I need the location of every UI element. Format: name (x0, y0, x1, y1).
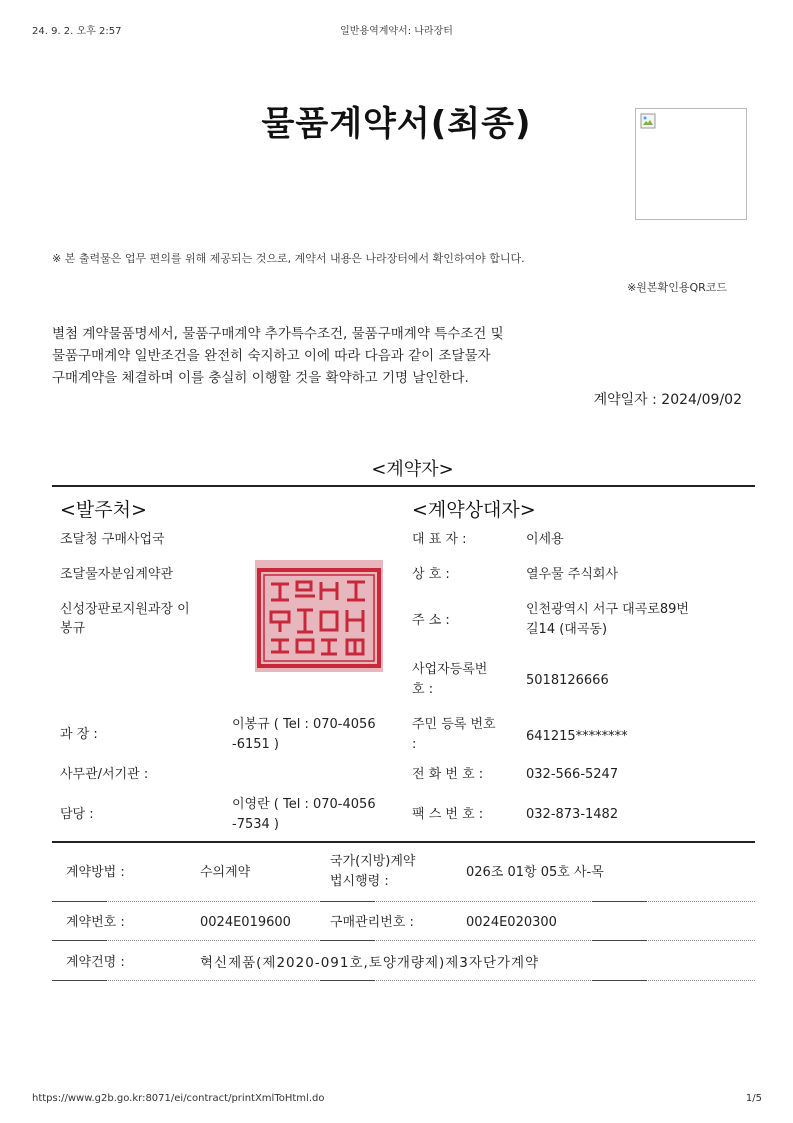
contractor-heading: <계약상대자> (412, 499, 536, 521)
purchase-value: 0024E020300 (466, 915, 557, 930)
orderer-name-line: 봉규 (60, 621, 86, 636)
official-seal-stamp (255, 560, 383, 672)
resident-value: 641215******** (526, 729, 628, 744)
law-label: 법시행령 : (330, 874, 389, 889)
row-divider-segment (52, 940, 107, 941)
row-divider-segment (592, 980, 647, 981)
bizno-value: 5018126666 (526, 673, 609, 688)
name-value: 혁신제품(제2020-091호,토양개량제)제3자단가계약 (200, 955, 540, 971)
company-value: 열우물 주식회사 (526, 567, 619, 582)
rep-label: 대 표 자 : (412, 532, 467, 547)
qr-label: ※원본확인용QR코드 (627, 281, 727, 294)
preamble-line: 별첨 계약물품명세서, 물품구매계약 추가특수조건, 물품구매계약 특수조건 및 (52, 326, 504, 342)
preamble-line: 구매계약을 체결하며 이를 충실히 이행할 것을 확약하고 기명 날인한다. (52, 370, 469, 386)
bizno-label: 호 : (412, 682, 434, 697)
row-divider-segment (52, 980, 107, 981)
number-value: 0024E019600 (200, 915, 291, 930)
name-label: 계약건명 : (66, 955, 125, 970)
print-datetime: 24. 9. 2. 오후 2:57 (32, 26, 122, 37)
secretary-label: 사무관/서기관 : (60, 767, 149, 782)
row-divider (52, 901, 755, 902)
purchase-label: 구매관리번호 : (330, 915, 414, 930)
row-divider-segment (52, 901, 107, 902)
contract-date: 계약일자 : 2024/09/02 (593, 392, 742, 408)
orderer-agency: 조달청 구매사업국 (60, 532, 165, 547)
print-page-number: 1/5 (745, 1093, 762, 1104)
orderer-heading: <발주처> (60, 499, 147, 521)
print-url: https://www.g2b.go.kr:8071/ei/contract/printXmlToHtml.do (32, 1093, 325, 1104)
fax-value: 032-873-1482 (526, 807, 619, 822)
address-label: 주 소 : (412, 613, 450, 628)
method-value: 수의계약 (200, 865, 251, 880)
seal-icon (255, 560, 383, 672)
preamble-line: 물품구매계약 일반조건을 완전히 숙지하고 이에 따라 다음과 같이 조달물자 (52, 348, 491, 364)
row-divider (52, 940, 755, 941)
bizno-label: 사업자등록번 (412, 662, 488, 677)
manager-value: -6151 ) (232, 737, 279, 752)
divider (52, 485, 755, 487)
staff-value: -7534 ) (232, 817, 279, 832)
manager-label: 과 장 : (60, 727, 98, 742)
contract-preamble (52, 323, 612, 389)
rep-value: 이세용 (526, 532, 564, 547)
address-value: 인천광역시 서구 대곡로89번 (526, 602, 689, 617)
row-divider-segment (320, 940, 375, 941)
company-label: 상 호 : (412, 567, 450, 582)
qr-code-image (635, 108, 747, 220)
phone-label: 전 화 번 호 : (412, 767, 484, 782)
broken-image-icon (640, 113, 656, 129)
row-divider-segment (320, 980, 375, 981)
print-page-title: 일반용역계약서: 나라장터 (340, 26, 453, 37)
resident-label: : (412, 737, 417, 752)
document-title: 물품계약서(최종) (261, 104, 532, 144)
staff-value: 이영란 ( Tel : 070-4056 (232, 797, 376, 812)
row-divider (52, 980, 755, 981)
address-value: 길14 (대곡동) (526, 622, 608, 637)
resident-label: 주민 등록 번호 (412, 717, 496, 732)
print-notice: ※ 본 출력물은 업무 편의를 위해 제공되는 것으로, 계약서 내용은 나라장터에서 확인하여야 합니다. (52, 252, 525, 265)
orderer-officer: 조달물자분임계약관 (60, 567, 174, 582)
section-title-contractors: <계약자> (371, 459, 454, 480)
fax-label: 팩 스 번 호 : (412, 807, 484, 822)
manager-value: 이봉규 ( Tel : 070-4056 (232, 717, 376, 732)
method-label: 계약방법 : (66, 865, 125, 880)
divider (52, 841, 755, 843)
phone-value: 032-566-5247 (526, 767, 619, 782)
number-label: 계약번호 : (66, 915, 125, 930)
orderer-name-line: 신성장판로지원과장 이 (60, 602, 190, 617)
row-divider-segment (320, 901, 375, 902)
row-divider-segment (592, 901, 647, 902)
staff-label: 담당 : (60, 807, 94, 822)
law-value: 026조 01항 05호 사-목 (466, 865, 604, 880)
law-label: 국가(지방)계약 (330, 854, 416, 869)
row-divider-segment (592, 940, 647, 941)
